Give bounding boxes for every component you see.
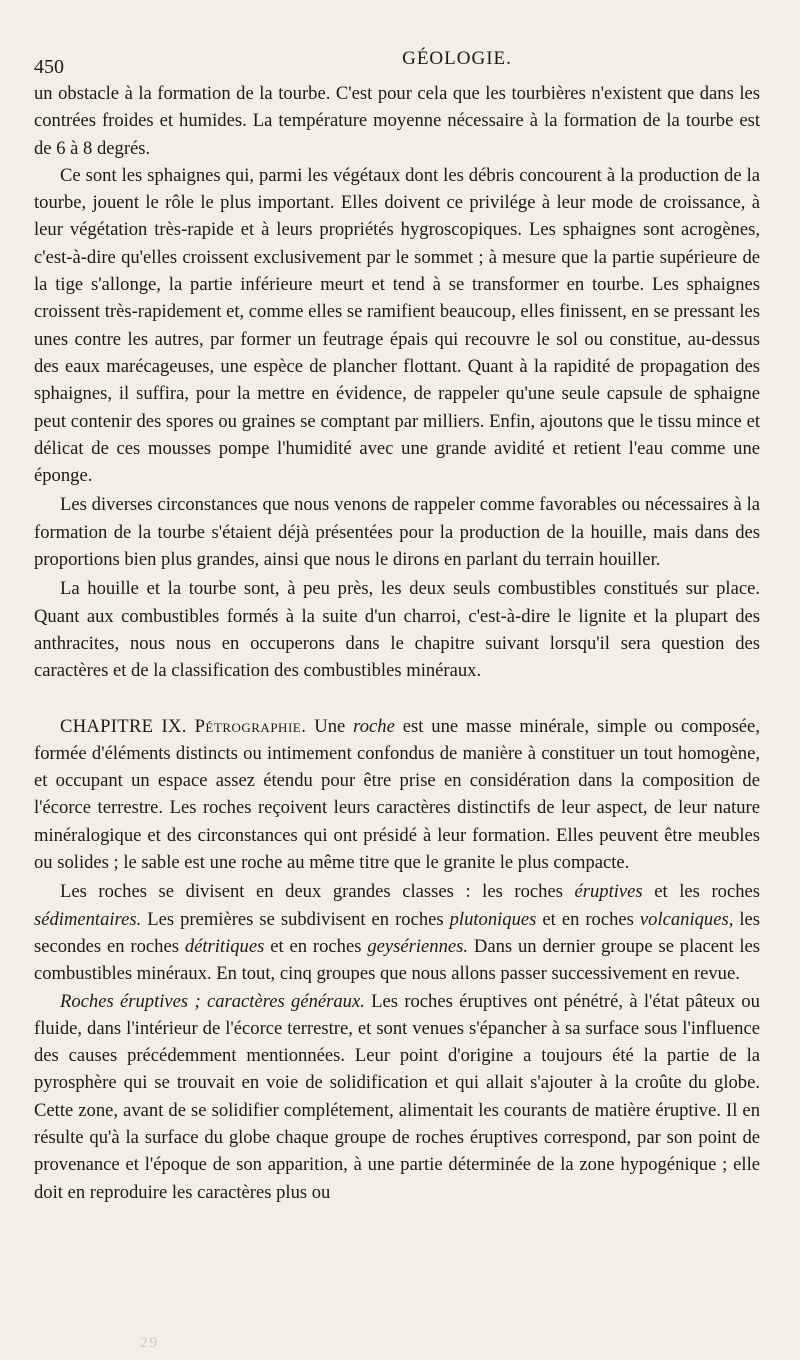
paragraph-combustibles: La houille et la tourbe sont, à peu près, les deux seuls combustibles constitués sur place. Quant aux combustibles formés à la suite d'un charroi, c'est-à-dire le lignite et la plupart des anthracites, nous nous en occuperons dans le chapitre suivant lorsqu'il sera question des caractères et de la classification des combustibles minéraux. [34, 578, 760, 682]
running-head: GÉOLOGIE. [402, 48, 512, 69]
term-geyseriennes: geysériennes. [367, 935, 469, 957]
chapter-ix [34, 713, 760, 877]
paragraph-circonstances: Les diverses circonstances que nous venons de rappeler comme favorables ou nécessaires à la formation de la tourbe s'étaient déjà présentées pour la production de la houille, mais dans des proportions bien plus grandes, ainsi que nous le dirons en parlant du terrain houiller. [34, 494, 760, 571]
classes-text: Les premières se subdivisent en roches [147, 908, 444, 930]
paragraph-petrographie [34, 713, 760, 877]
classes-lead: Les roches se divisent en deux grandes classes : les roches [60, 881, 563, 903]
classes-text: et les roches [654, 881, 760, 903]
paragraph-sphaignes: Ce sont les sphaignes qui, parmi les végétaux dont les débris concourent à la production de la tourbe, jouent le rôle le plus important. Elles doivent ce privilége à leur mode de croissance, à leur végétation très-rapide et à leurs propriétés hygroscopiques. Les sphaignes sont acrogènes, c'est-à-dire qu'elles croissent exclusivement par le sommet ; à mesure que la partie supérieure de la tige s'allonge, la partie inférieure meurt et tend à se transformer en tourbe. Les sphaignes croissent très-rapidement et, comme elles se ramifient beaucoup, elles finissent, en se pressant les unes contre les autres, par former un feutrage épais qui recouvre le sol ou constitue, au-dessus des eaux marécageuses, une espèce de plancher flottant. Quant à la rapidité de propagation des sphaignes, il suffira, pour la mettre en évidence, de rappeler qu'une seule capsule de sphaigne peut contenir des spores ou graines se comptant par milliers. Enfin, ajoutons que le tissu mince et délicat de ces mousses pompe l'humidité avec une grande avidité et retient l'eau comme une éponge. [34, 164, 760, 487]
classes-text: et en roches [542, 908, 634, 930]
paragraph-classes [34, 878, 760, 987]
page-number: 450 [34, 56, 64, 78]
term-eruptives: éruptives [574, 881, 643, 903]
term-volcaniques: volcaniques, [639, 908, 734, 930]
paragraph-tourbe-temperature: un obstacle à la formation de la tourbe. C'est pour cela que les tourbières n'existent que dans les contrées froides et humides. La température moyenne nécessaire à la formation de la tourbe est de 6 à 8 degrés. [34, 83, 760, 159]
classes-text: Dans un dernier groupe se placent les combustibles minéraux. En tout, cinq groupes que nous allons passer successivement en revue. [34, 935, 761, 985]
chapter-title: CHAPITRE IX. [60, 715, 187, 737]
section-heading-roches-eruptives: Roches éruptives ; caractères généraux. [60, 990, 365, 1012]
definition-roche: est une masse minérale, simple ou composée, formée d'éléments distincts ou intimement confondus de manière à constituer un tout homogène, et occupant un espace assez étendu pour être prise en considération dans la composition de l'écorce terrestre. Les roches reçoivent leurs caractères distinctifs de leur aspect, de leur nature minéralogique et des circonstances qui ont présidé à leur formation. Elles peuvent être meubles ou solides ; le sable est une roche au même titre que le granite le plus compacte. [34, 715, 760, 874]
classes-text: et en roches [270, 935, 362, 957]
lead-word: Une [314, 715, 346, 737]
term-plutoniques: plutoniques [449, 908, 537, 930]
term-detritiques: détritiques [184, 935, 265, 957]
term-sedimentaires: sédimentaires. [34, 908, 142, 930]
paragraph-roches-eruptives [34, 988, 760, 1206]
page-body [34, 80, 760, 1206]
signature-mark: 29 [140, 1335, 159, 1351]
page-header [34, 46, 760, 80]
roches-eruptives-text: Les roches éruptives ont pénétré, à l'état pâteux ou fluide, dans l'intérieur de l'écorce terrestre, et sont venues s'épancher à sa surface sous l'influence des causes précédemment mentionnées. Leur point d'origine a toujours été la partie de la pyrosphère qui se trouvait en voie de solidification et qui allait s'ajouter à la croûte du globe. Cette zone, avant de se solidifier complétement, alimentait les courants de matière éruptive. Il en résulte qu'à la surface du globe chaque groupe de roches éruptives correspond, par son point de provenance et l'époque de son apparition, à une partie déterminée de la zone hypogénique ; elle doit en reproduire les caractères plus ou [34, 990, 760, 1203]
term-roche: roche [353, 715, 395, 737]
chapter-subject: Pétrographie. [194, 715, 307, 737]
classes-text: les secondes en roches [34, 908, 761, 957]
